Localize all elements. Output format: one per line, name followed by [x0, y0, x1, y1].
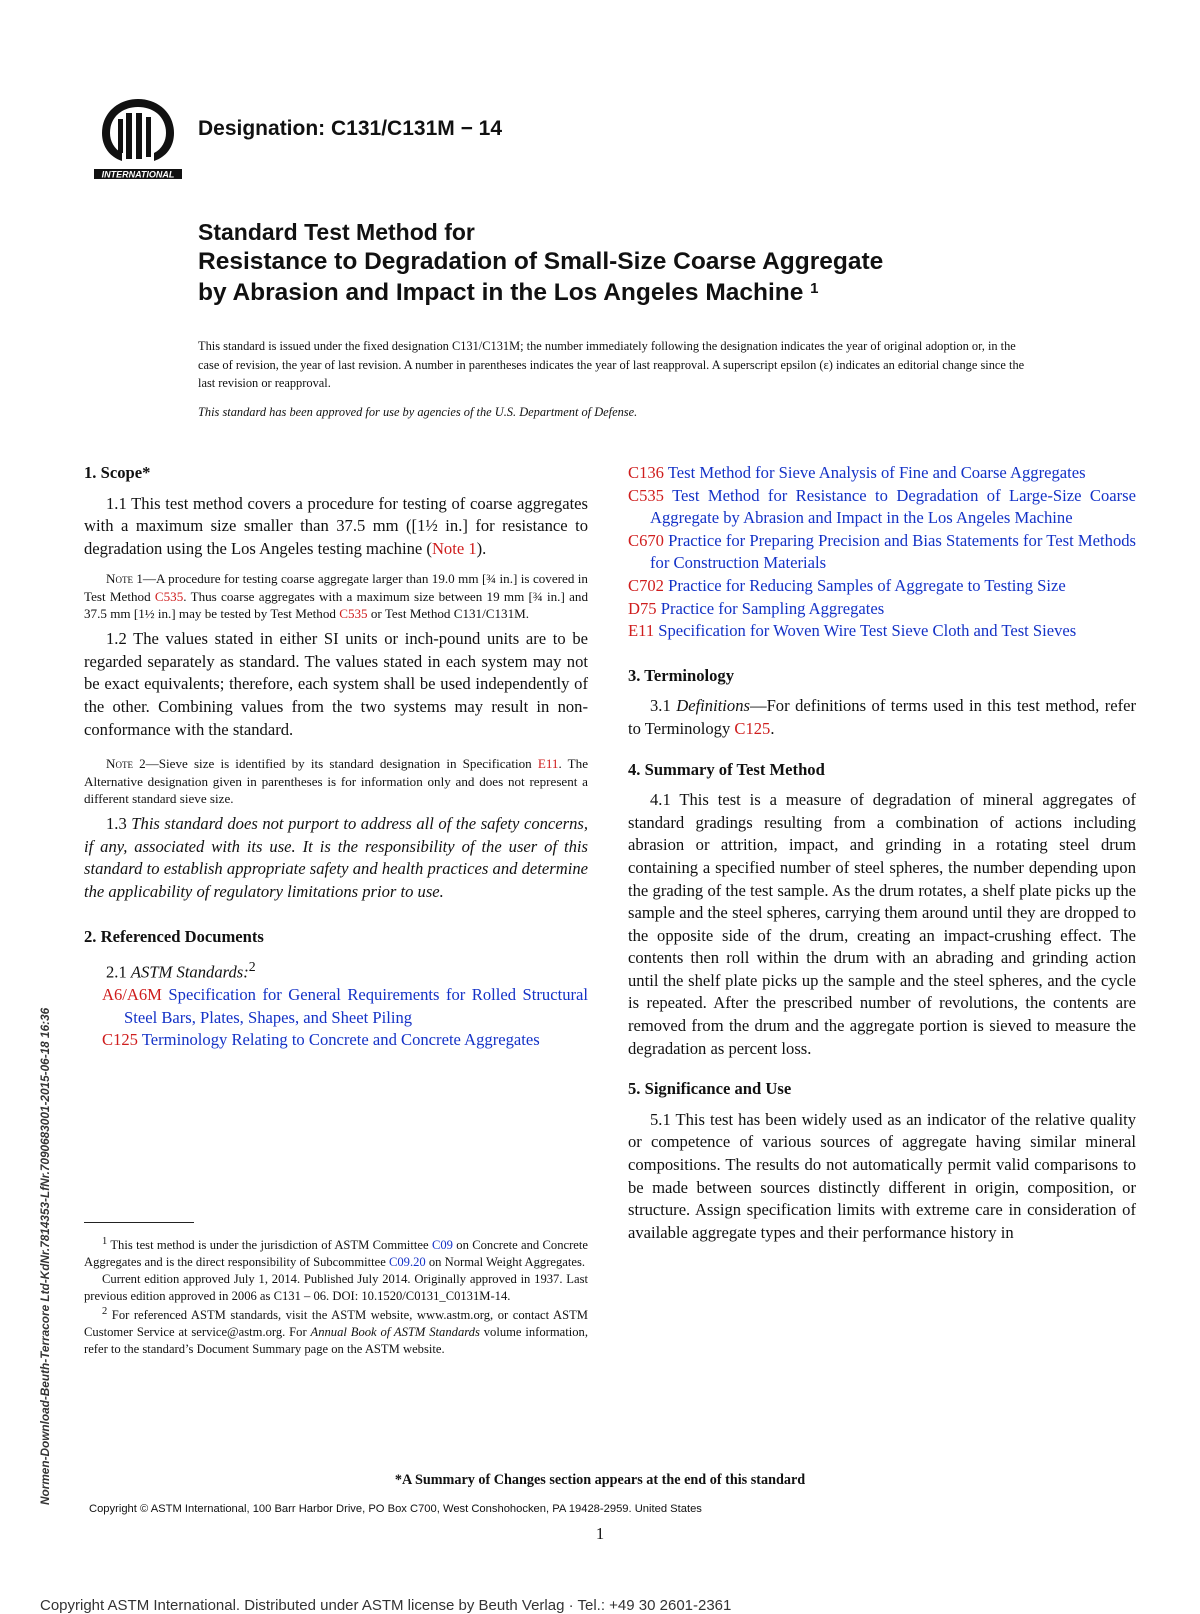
c125-link[interactable]: C125 [734, 718, 771, 738]
footnotes [84, 1234, 588, 1358]
paragraph-1-1: 1.1 This test method covers a procedure for testing of coarse aggregates with a maximum size smaller than 37.5 mm ([1½ in.] for resistance to degradation using the Los Angeles testing machine (Note 1). [84, 493, 588, 558]
section-heading-terminology: 3. Terminology [628, 665, 735, 685]
reference-item[interactable]: C125 Terminology Relating to Concrete and Concrete Aggregates [102, 1030, 540, 1050]
note-2: Note 2—Sieve size is identified by its standard designation in Specification E11. The Alternative designation given in parentheses is for information only and does not represent a different standard sieve size. [84, 756, 589, 806]
e11-link[interactable]: E11 [537, 756, 559, 772]
left-column [84, 462, 588, 1052]
reference-item[interactable]: D75 Practice for Sampling Aggregates [628, 598, 885, 618]
reference-item[interactable]: C136 Test Method for Sieve Analysis of Fine and Coarse Aggregates [628, 463, 1086, 482]
download-watermark: Normen-Download-Beuth-Terracore Ltd-KdNr.7814353-LfNr.7090683001-2015-06-18 16:36 [38, 1007, 52, 1505]
reference-item[interactable]: C670 Practice for Preparing Precision and Bias Statements for Test Methods for Construction Materials [628, 530, 1136, 573]
reference-item[interactable]: E11 Specification for Woven Wire Test Sieve Cloth and Test Sieves [628, 621, 1077, 641]
title-line-3: by Abrasion and Impact in the Los Angeles Machine $^1$ [198, 279, 819, 306]
reference-item[interactable]: C702 Practice for Reducing Samples of Aggregate to Testing Size [628, 575, 1066, 595]
summary-of-changes-note: *A Summary of Changes section appears at the end of this standard [394, 1472, 806, 1488]
designation: Designation: C131/C131M − 14 [198, 117, 503, 140]
page-number: 1 [595, 1524, 605, 1543]
standard-issue-note: This standard is issued under the fixed designation C131/C131M; the number immediately following the designation indicates the year of original adoption or, in the case of revision, the year of last revision. A number in parentheses indicates the year of last reapproval. A superscript epsilon (ε) indicates an editorial change since the last revision or reapproval. [198, 339, 1025, 390]
paragraph-4-1: 4.1 This test is a measure of degradation of mineral aggregates of standard gradings resulting from a combination of actions including abrasion or attrition, impact, and grinding in a rotating steel drum containing a specified number of steel spheres, the number depending upon the grading of the test sample. As the drum rotates, a shelf plate picks up the sample and the steel spheres, carrying them around until they are dropped to the opposite side of the drum, creating an impact-crushing effect. The contents then roll within the drum with an abrading and grinding action until the shelf plate picks up the sample and the steel spheres, and the cycle is repeated. After the prescribed number of revolutions, the contents are removed from the drum and the aggregate portion is sieved to measure the degradation as percent loss. [628, 790, 1136, 1058]
section-heading-significance: 5. Significance and Use [628, 1079, 792, 1099]
section-heading-referenced-documents: 2. Referenced Documents [84, 926, 264, 946]
footnote-edition: Current edition approved July 1, 2014. Published July 2014. Originally approved in 1937. Last previous edition approved in 2006 as C131 – 06. DOI: 10.1520/C0131_C0131M-14. [84, 1271, 588, 1303]
paragraph-1-3: 1.3 This standard does not purport to address all of the safety concerns, if any, associated with its use. It is the responsibility of the user of this standard to establish appropriate safety and health practices and determine the applicability of regulatory limitations prior to use. [84, 814, 589, 901]
reference-item[interactable]: C535 Test Method for Resistance to Degradation of Large-Size Coarse Aggregate by Abrasion and Impact in the Los Angeles Machine [628, 485, 1136, 528]
paragraph-2-1: 2.1 ASTM Standards:$^2$ [106, 959, 256, 982]
paragraph-3-1: 3.1 Definitions—For definitions of terms used in this test method, refer to Terminology C125. [628, 696, 1137, 738]
dod-approval-note: This standard has been approved for use by agencies of the U.S. Department of Defense. [198, 405, 638, 419]
title-line-1: Standard Test Method for [198, 219, 475, 245]
astm-logo [88, 95, 188, 185]
section-heading-summary: 4. Summary of Test Method [628, 759, 825, 779]
right-column [628, 462, 1136, 1244]
note-1-link[interactable]: Note 1 [431, 538, 477, 558]
footnote-divider [84, 1222, 194, 1223]
footnote-2: $^2$ For referenced ASTM standards, visit the ASTM website, www.astm.org, or contact ASTM Customer Service at service@astm.org. For Annual Book of ASTM Standards volume information, refer to the standard’s Document Summary page on the ASTM website. [84, 1306, 588, 1357]
svg-text:INTERNATIONAL: INTERNATIONAL [101, 169, 175, 180]
license-strip: Copyright ASTM International. Distributed under ASTM license by Beuth Verlag · Tel.: +49 30 2601-2361 [40, 1597, 732, 1614]
c09-20-link[interactable]: C09.20 [388, 1254, 426, 1269]
document-title [198, 218, 1098, 308]
footnote-1: $^1$ This test method is under the jurisdiction of ASTM Committee C09 on Concrete and Concrete Aggregates and is the direct responsibility of Subcommittee C09.20 on Normal Weight Aggregates. [84, 1236, 588, 1269]
copyright-line: Copyright © ASTM International, 100 Barr Harbor Drive, PO Box C700, West Conshohocken, PA 19428-2959. United States [89, 1503, 702, 1515]
paragraph-5-1: 5.1 This test has been widely used as an indicator of the relative quality or competence of various sources of aggregate having similar mineral compositions. The results do not automatically permit valid comparisons to be made between sources distinctly different in origin, composition, or structure. Assign specification limits with extreme care in consideration of available aggregate types and their performance history in [628, 1109, 1136, 1242]
title-line-2: Resistance to Degradation of Small-Size Coarse Aggregate [198, 248, 884, 275]
c535-link[interactable]: C535 [154, 588, 184, 604]
note-1: Note 1—A procedure for testing coarse aggregate larger than 19.0 mm [¾ in.] is covered in Test Method C535. Thus coarse aggregates with a maximum size between 19 mm [¾ in.] and 37.5 mm [1½ in.] may be tested by Test Method C535 or Test Method C131/C131M. [84, 571, 588, 621]
c09-link[interactable]: C09 [431, 1238, 453, 1253]
reference-item[interactable]: A6/A6M Specification for General Requirements for Rolled Structural Steel Bars, Plates, Shapes, and Sheet Piling [102, 985, 588, 1027]
section-heading-scope: 1. Scope* [84, 463, 151, 482]
c535-link[interactable]: C535 [339, 605, 368, 621]
paragraph-1-2: 1.2 The values stated in either SI units or inch-pound units are to be regarded separately as standard. The values stated in each system may not be exact equivalents; therefore, each system shall be used independently of the other. Combining values from the two systems may result in non-conformance with the standard. [84, 629, 588, 739]
